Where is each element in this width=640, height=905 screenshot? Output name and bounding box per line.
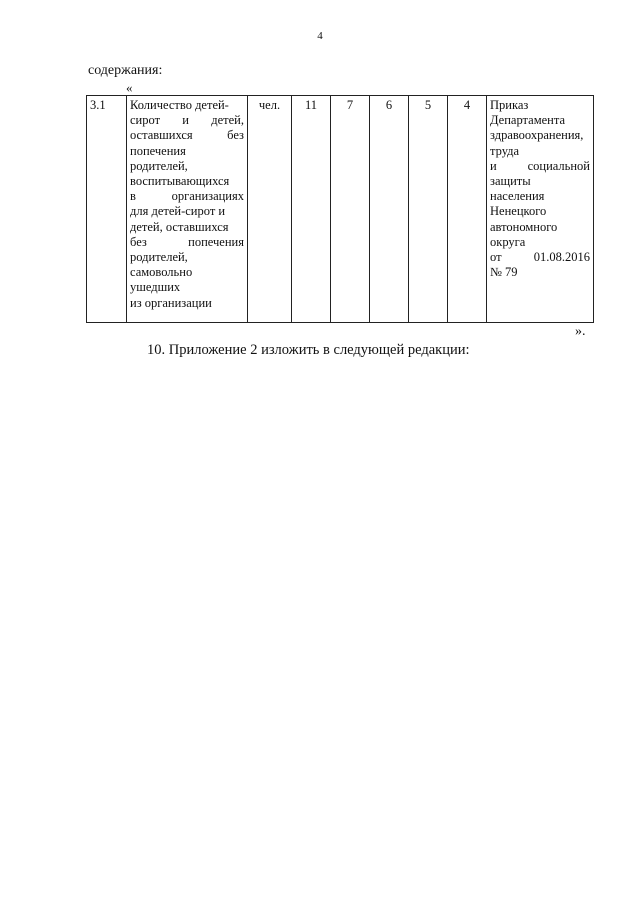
source-line: защиты bbox=[490, 174, 531, 189]
page-number: 4 bbox=[317, 30, 323, 42]
source-line: автономного bbox=[490, 219, 558, 234]
description-line: из организации bbox=[130, 295, 212, 310]
description-line bbox=[130, 189, 244, 204]
source-line: здравоохранения, bbox=[490, 128, 584, 143]
source-word: социальной bbox=[527, 158, 590, 173]
description-line: воспитывающихся bbox=[130, 174, 230, 189]
row-number-cell: 3.1 bbox=[87, 96, 127, 323]
source-line: округа bbox=[490, 234, 526, 249]
description-line bbox=[130, 235, 244, 250]
body-paragraph: 10. Приложение 2 изложить в следующей редакции: bbox=[147, 342, 470, 358]
table-row bbox=[87, 96, 594, 323]
description-word: без bbox=[130, 234, 147, 249]
description-line: детей, оставшихся bbox=[130, 219, 229, 234]
source-cell bbox=[487, 96, 594, 323]
description-line: родителей, bbox=[130, 158, 188, 173]
description-line bbox=[130, 113, 244, 128]
close-quote: ». bbox=[575, 324, 586, 339]
description-word: и bbox=[182, 113, 189, 128]
value-cell: 5 bbox=[409, 96, 448, 323]
description-word: организациях bbox=[171, 189, 244, 204]
value-cell: 6 bbox=[370, 96, 409, 323]
description-line: Количество детей- bbox=[130, 98, 229, 112]
source-line: труда bbox=[490, 143, 520, 158]
description-cell bbox=[127, 96, 248, 323]
source-line bbox=[490, 250, 590, 265]
description-word: без bbox=[227, 128, 244, 143]
source-line: Приказ bbox=[490, 98, 529, 112]
source-word: 01.08.2016 bbox=[533, 250, 590, 265]
source-line: Департамента bbox=[490, 113, 566, 128]
source-word: и bbox=[490, 158, 497, 173]
description-word: в bbox=[130, 189, 136, 204]
description-line: родителей, bbox=[130, 250, 188, 265]
description-line: попечения bbox=[130, 143, 186, 158]
value-cell: 4 bbox=[448, 96, 487, 323]
unit-cell: чел. bbox=[248, 96, 292, 323]
description-line: для детей-сирот и bbox=[130, 204, 226, 219]
open-quote: « bbox=[126, 80, 133, 95]
description-word: детей, bbox=[211, 113, 244, 128]
description-line: самовольно bbox=[130, 265, 193, 280]
source-line bbox=[490, 159, 590, 174]
description-word: попечения bbox=[188, 234, 244, 249]
source-line: населения bbox=[490, 189, 545, 204]
description-word: сирот bbox=[130, 113, 161, 128]
intro-text: содержания: bbox=[88, 63, 163, 78]
source-line: № 79 bbox=[490, 265, 518, 280]
value-cell: 7 bbox=[331, 96, 370, 323]
description-line: ушедших bbox=[130, 280, 181, 295]
source-word: от bbox=[490, 250, 502, 265]
value-cell: 11 bbox=[292, 96, 331, 323]
indicator-table bbox=[86, 95, 594, 323]
source-line: Ненецкого bbox=[490, 204, 547, 219]
description-word: оставшихся bbox=[130, 128, 193, 143]
description-line bbox=[130, 128, 244, 143]
